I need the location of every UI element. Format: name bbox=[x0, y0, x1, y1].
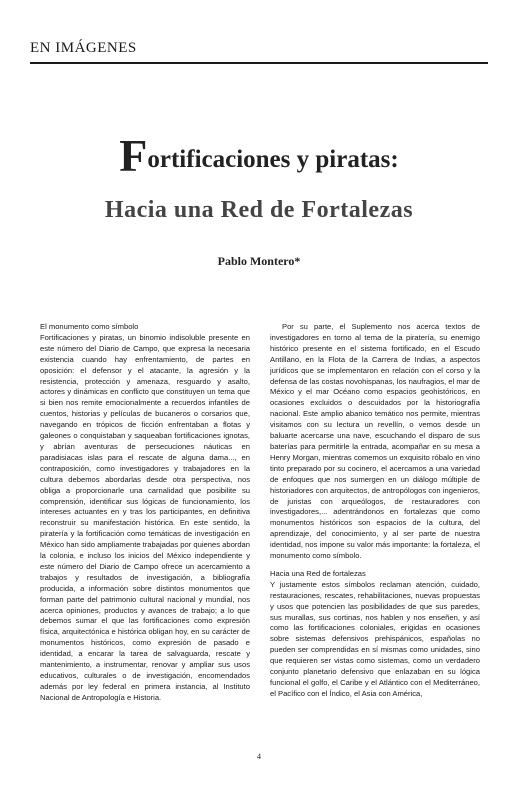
title-initial: F bbox=[119, 130, 148, 181]
section-header: EN IMÁGENES bbox=[30, 40, 137, 56]
body-paragraph: Fortificaciones y piratas, un binomio indisoluble presente en este número del Diario de Campo, que expresa la necesaria existencia cuando hay enfrentamiento, de partes en oposición: el defensor y el atacante, la agresión y la resistencia, protección y amenaza, resguardo y asalto, actores y dinámicas en conflicto que constituyen un tema que si bien nos remite emocionalmente a recuerdos infantiles de cuentos, historias y películas de bucaneros o corsarios que, navegando en trópicos de ficción enfrentaban a flotas y galeones o conquistaban y saqueaban fortificaciones ignotas, y abrían aventuras de persecuciones náuticas en paradisiacas islas para el rescate de alguna dama..., en contraposición, como investigadores y trabajadores en la cultura debemos abordarlas desde otra perspectiva, nos obliga a proporcionarle una carnalidad que posibilite su comprensión, identificar sus lógicas de funcionamiento, los intereses actuantes en y tras los participantes, en definitiva reconstruir su manifestación histórica. En este sentido, la piratería y la fortificación como temáticas de investigación en México han sido ampliamente trabajadas por quienes abordan la colonia, e incluso los inicios del México independiente y este número del Diario de Campo ofrece un acercamiento a trabajos y resultados de investigación, a bibliografía producida, a información sobre distintos monumentos que forman parte del patrimonio cultural nacional y mundial, nos acerca opiniones, productos y avances de trabajo; a lo que debemos sumar el que las fortificaciones como expresión física, arquitectónica e histórica obligan hoy, en su carácter de monumentos históricos, como expresión de pasado e identidad, a encarar la tarea de salvaguarda, rescate y mantenimiento, a instrumentar, renovar y ampliar sus usos educativos, culturales o de investigación, encomendados además por ley federal en primera instancia, al Instituto Nacional de Antropología e Historia. bbox=[40, 332, 250, 702]
title-block bbox=[40, 130, 478, 269]
title-rest: ortificaciones y piratas: bbox=[147, 146, 399, 173]
section-heading: El monumento como símbolo bbox=[40, 322, 139, 331]
body-paragraph: Por su parte, el Suplemento nos acerca textos de investigadores en torno al tema de la piratería, su enemigo histórico presente en el sistema fortificado, en el Escudo Antillano, en la Flota de la Carrera de Indias, a aspectos jurídicos que se implementaron en relación con el corso y la defensa de las costas novohispanas, los naufragios, el mar de México y el mar Océano como espacios geohistóricos, en ocasiones excluidos o descuidados por la historiografía nacional. Este amplio abanico temático nos permite, mientras visitamos con su lectura un revellín, o vemos desde un baluarte acercarse una nave, escuchando el disparo de sus baterías para permitirle la entrada, acompañar en su mesa a Henry Morgan, mientras comemos un exquisito róbalo en vino tinto preparado por su cocinero, el acercamos a una variedad de enfoques que nos sumergen en un diálogo múltiple de historiadores con arquitectos, de antropólogos con ingenieros, de juristas con arqueólogos, de restauradores con investigadores,... adentrándonos en fortalezas que como monumentos históricos son espacios de la cultura, del aprendizaje, del conocimiento, y al ser parte de nuestra identidad, nos impone su valor más importante: la fortaleza, el monumento como símbolo. bbox=[270, 322, 480, 561]
column-right bbox=[270, 322, 480, 704]
article-title bbox=[40, 130, 478, 183]
body-paragraph: Y justamente estos símbolos reclaman atención, cuidado, restauraciones, rescates, rehabilitaciones, nuevas propuestas y usos que potencien las posibilidades de que sus paredes, sus murallas, sus cortinas, nos hablen y nos enseñen, y así como las fortificaciones coloniales, erigidas en ocasiones sobre sistemas defensivos prehispánicos, españolas no pueden ser comprendidas en sí mismas como unidades, sino que requieren ser vistas como sistemas, como un verdadero conjunto planetario defensivo que enlazaban en su lógica funcional el golfo, el Caribe y el Atlántico con el Mediterráneo, el Pacífico con el Índico, el Asia con América, bbox=[270, 579, 480, 698]
header-rule bbox=[30, 62, 488, 64]
article-subtitle: Hacia una Red de Fortalezas bbox=[104, 196, 414, 223]
page-number: 4 bbox=[257, 752, 261, 761]
column-left bbox=[40, 322, 250, 704]
section-heading: Hacia una Red de fortalezas bbox=[270, 568, 366, 578]
article-body bbox=[40, 322, 480, 704]
article-author: Pablo Montero* bbox=[217, 253, 301, 268]
